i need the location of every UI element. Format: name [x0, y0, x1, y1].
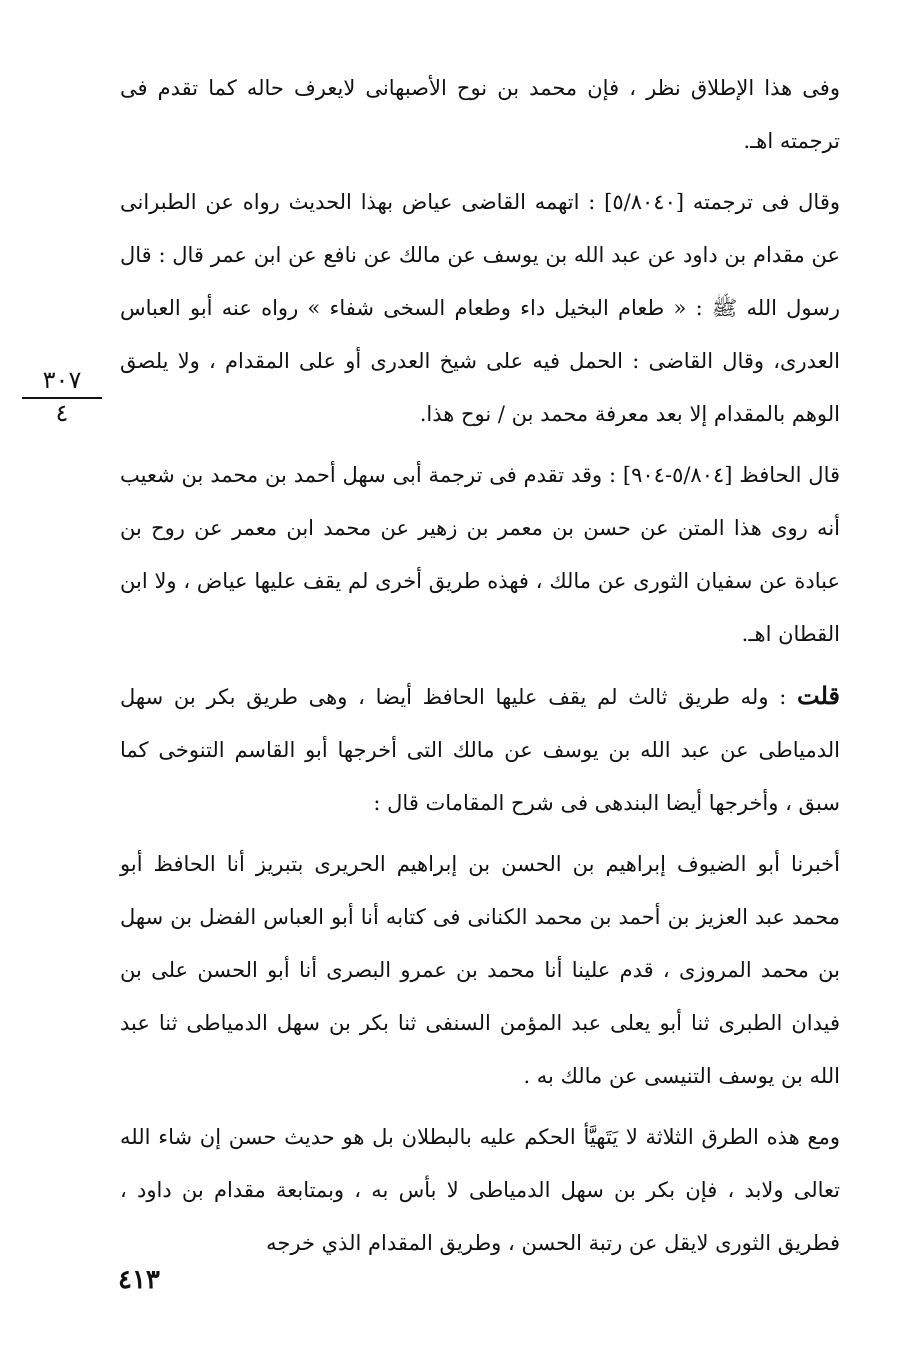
- margin-volume-page-reference: [22, 365, 102, 427]
- qult-label: قلت: [797, 681, 840, 710]
- paragraph-4: [120, 669, 840, 830]
- margin-note-bottom: ٤: [55, 399, 69, 427]
- paragraph-1: وفى هذا الإطلاق نظر ، فإن محمد بن نوح الأصبهانى لايعرف حاله كما تقدم فى ترجمته اهـ.: [120, 76, 840, 153]
- paragraph-5: أخبرنا أبو الضيوف إبراهيم بن الحسن بن إبراهيم الحريرى بتبريز أنا الحافظ أبو محمد عبد العزيز بن أحمد بن محمد الكنانى فى كتابه أنا أبو العباس الفضل بن سهل بن محمد المروزى ، قدم علينا أنا محمد بن عمرو البصرى أنا أبو الحسن على بن فيدان الطبرى ثنا أبو يعلى عبد المؤمن السنفى ثنا بكر بن سهل الدمياطى ثنا عبد الله بن يوسف التنيسى عن مالك به .: [120, 852, 840, 1088]
- paragraph-3: قال الحافظ [٥/٨٠٤-٩٠٤] : وقد تقدم فى ترجمة أبى سهل أحمد بن محمد بن شعيب أنه روى هذا المتن عن حسن بن معمر بن زهير عن محمد ابن معمر عن روح بن عبادة عن سفيان الثورى عن مالك ، فهذه طريق أخرى لم يقف عليها عياض ، ولا ابن القطان اهـ.: [120, 463, 841, 646]
- paragraph-2: وقال فى ترجمته [٥/٨٠٤٠] : اتهمه القاضى عياض بهذا الحديث رواه عن الطبرانى عن مقدام بن داود عن عبد الله بن يوسف عن مالك عن نافع عن ابن عمر قال : قال رسول الله ﷺ : « طعام البخيل داء وطعام السخى شفاء » رواه عنه أبو العباس العدرى، وقال القاضى : الحمل فيه على شيخ العدرى أو على المقدام ، ولا يلصق الوهم بالمقدام إلا بعد معرفة محمد بن / نوح هذا.: [120, 190, 840, 426]
- paragraph-4-text: : وله طريق ثالث لم يقف عليها الحافظ أيضا ، وهى طريق بكر بن سهل الدمياطى عن عبد الله بن يوسف عن مالك التى أخرجها أبو القاسم التنوخى كما سبق ، وأخرجها أيضا البندهى فى شرح المقامات قال :: [120, 685, 840, 815]
- paragraph-6: ومع هذه الطرق الثلاثة لا يَتَهيَّأ الحكم عليه بالبطلان بل هو حديث حسن إن شاء الله تعالى ولابد ، فإن بكر بن سهل الدمياطى لا بأس به ، وبمتابعة مقدام بن داود ، فطريق الثورى لايقل عن رتبة الحسن ، وطريق المقدام الذي خرجه: [120, 1125, 840, 1255]
- margin-note-top: ٣٠٧: [22, 365, 102, 399]
- page-number: ٤١٣: [118, 1265, 160, 1295]
- main-text-block: [120, 62, 840, 1278]
